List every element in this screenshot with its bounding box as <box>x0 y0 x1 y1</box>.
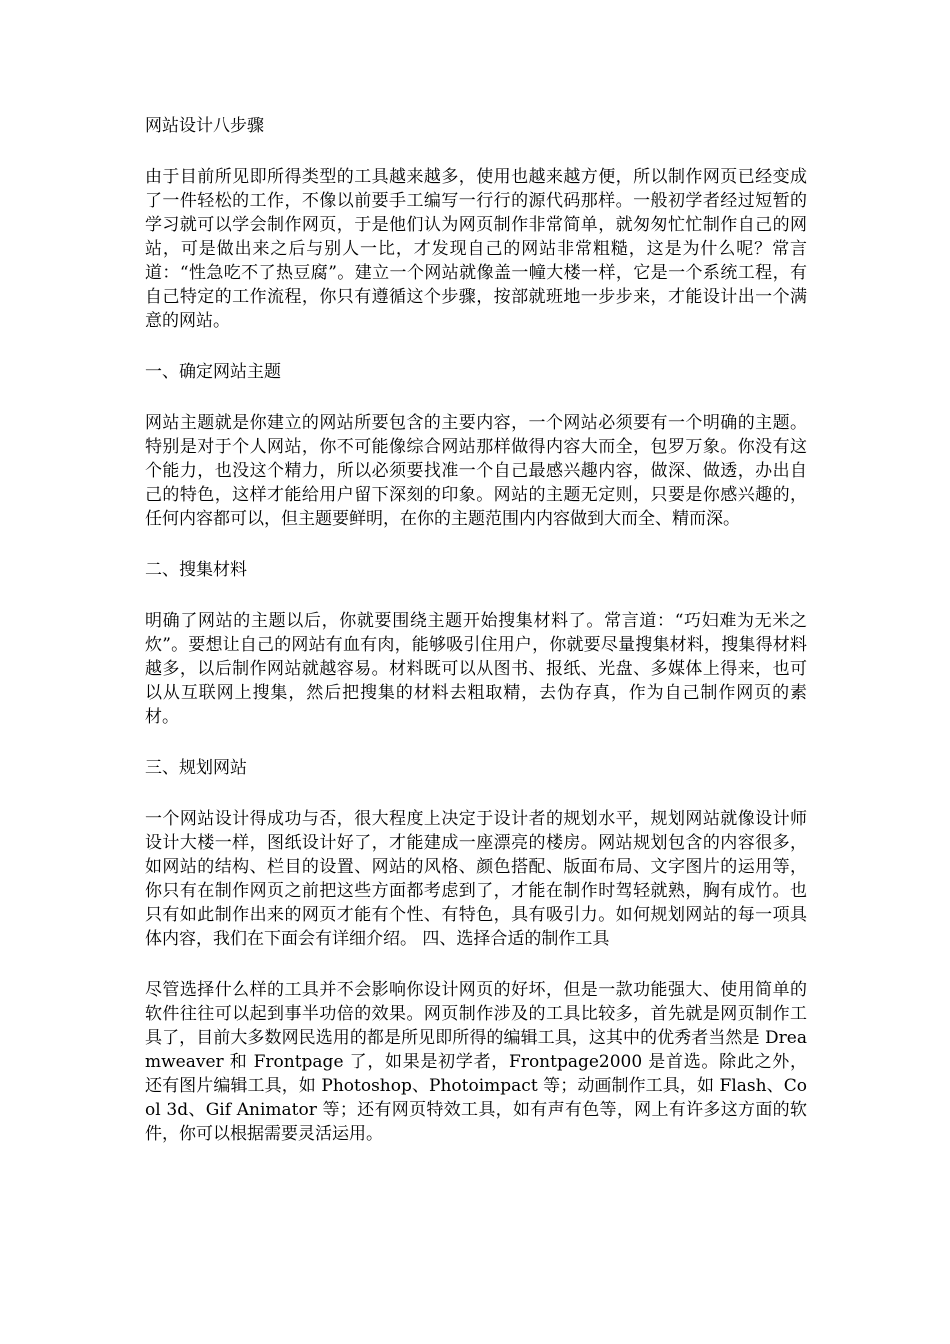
section-heading-materials: 二、搜集材料 <box>145 560 247 580</box>
section-heading-theme: 一、确定网站主题 <box>145 362 281 382</box>
intro-paragraph: 由于目前所见即所得类型的工具越来越多，使用也越来越方便，所以制作网页已经变成了一件轻松的工作，不像以前要手工编写一行行的源代码那样。一般初学者经过短暂的学习就可以学会制作网页，于是他们认为网页制作非常简单，就匆匆忙忙制作自己的网站，可是做出来之后与别人一比，才发现自己的网站非常粗糙，这是为什么呢？常言道：“性急吃不了热豆腐”。建立一个网站就像盖一幢大楼一样，它是一个系统工程，有自己特定的工作流程，你只有遵循这个步骤，按部就班地一步步来，才能设计出一个满意的网站。 <box>145 167 807 331</box>
section-body-tools: 尽管选择什么样的工具并不会影响你设计网页的好坏，但是一款功能强大、使用简单的软件往往可以起到事半功倍的效果。网页制作涉及的工具比较多，首先就是网页制作工具了，目前大多数网民选用的都是所见即所得的编辑工具，这其中的优秀者当然是 Dreamweaver 和 Frontpage 了，如果是初学者，Frontpage2000 是首选。除此之外，还有图片编辑工具，如 Photoshop、Photoimpact 等；动画制作工具，如 Flash、Cool 3d、Gif Animator 等；还有网页特效工具，如有声有色等，网上有许多这方面的软件，你可以根据需要灵活运用。 <box>145 980 807 1144</box>
document-title: 网站设计八步骤 <box>145 116 264 136</box>
document-body <box>145 114 807 1173</box>
section-heading-planning: 三、规划网站 <box>145 758 247 778</box>
section-body-planning: 一个网站设计得成功与否，很大程度上决定于设计者的规划水平，规划网站就像设计师设计大楼一样，图纸设计好了，才能建成一座漂亮的楼房。网站规划包含的内容很多，如网站的结构、栏目的设置、网站的风格、颜色搭配、版面布局、文字图片的运用等，你只有在制作网页之前把这些方面都考虑到了，才能在制作时驾轻就熟，胸有成竹。也只有如此制作出来的网页才能有个性、有特色，具有吸引力。如何规划网站的每一项具体内容，我们在下面会有详细介绍。 四、选择合适的制作工具 <box>145 809 807 949</box>
section-body-materials: 明确了网站的主题以后，你就要围绕主题开始搜集材料了。常言道：“巧妇难为无米之炊”。要想让自己的网站有血有肉，能够吸引住用户，你就要尽量搜集材料，搜集得材料越多，以后制作网站就越容易。材料既可以从图书、报纸、光盘、多媒体上得来，也可以从互联网上搜集，然后把搜集的材料去粗取精，去伪存真，作为自己制作网页的素材。 <box>145 611 807 727</box>
section-body-theme: 网站主题就是你建立的网站所要包含的主要内容，一个网站必须要有一个明确的主题。特别是对于个人网站，你不可能像综合网站那样做得内容大而全，包罗万象。你没有这个能力，也没这个精力，所以必须要找准一个自己最感兴趣内容，做深、做透，办出自己的特色，这样才能给用户留下深刻的印象。网站的主题无定则，只要是你感兴趣的，任何内容都可以，但主题要鲜明，在你的主题范围内内容做到大而全、精而深。 <box>145 413 807 529</box>
